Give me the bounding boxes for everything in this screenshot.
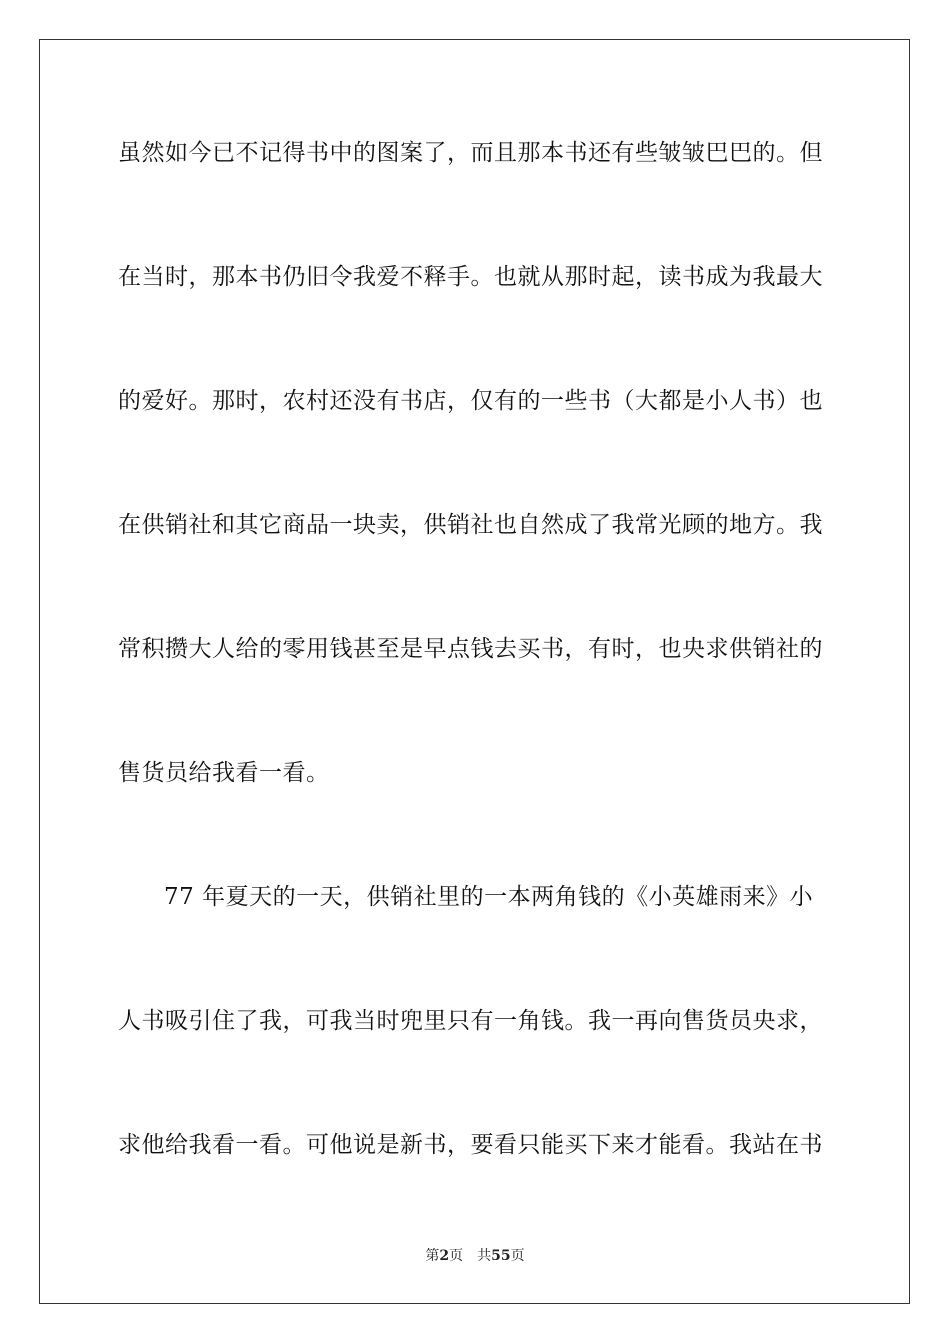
text-line-9: 求他给我看一看。可他说是新书，要看只能买下来才能看。我站在书 <box>118 1132 823 1158</box>
page-footer <box>0 1246 950 1266</box>
page-number: 2 <box>439 1248 450 1264</box>
page-suffix: 页 <box>449 1248 464 1264</box>
total-pages: 55 <box>491 1248 511 1264</box>
text-line-3: 的爱好。那时，农村还没有书店，仅有的一些书（大都是小人书）也 <box>118 388 823 414</box>
text-line-7: 77 年夏天的一天，供销社里的一本两角钱的《小英雄雨来》小 <box>164 884 814 910</box>
text-line-2: 在当时，那本书仍旧令我爱不释手。也就从那时起，读书成为我最大 <box>118 264 823 290</box>
page-prefix: 第 <box>425 1248 440 1264</box>
text-line-5: 常积攒大人给的零用钱甚至是早点钱去买书，有时，也央求供销社的 <box>118 636 823 662</box>
text-line-1: 虽然如今已不记得书中的图案了，而且那本书还有些皱皱巴巴的。但 <box>118 140 823 166</box>
text-line-8: 人书吸引住了我，可我当时兜里只有一角钱。我一再向售货员央求， <box>118 1008 823 1034</box>
text-line-4: 在供销社和其它商品一块卖，供销社也自然成了我常光顾的地方。我 <box>118 512 823 538</box>
total-suffix: 页 <box>510 1248 525 1264</box>
page-border <box>39 39 910 1304</box>
total-prefix: 共 <box>477 1248 492 1264</box>
text-line-6: 售货员给我看一看。 <box>118 760 330 786</box>
